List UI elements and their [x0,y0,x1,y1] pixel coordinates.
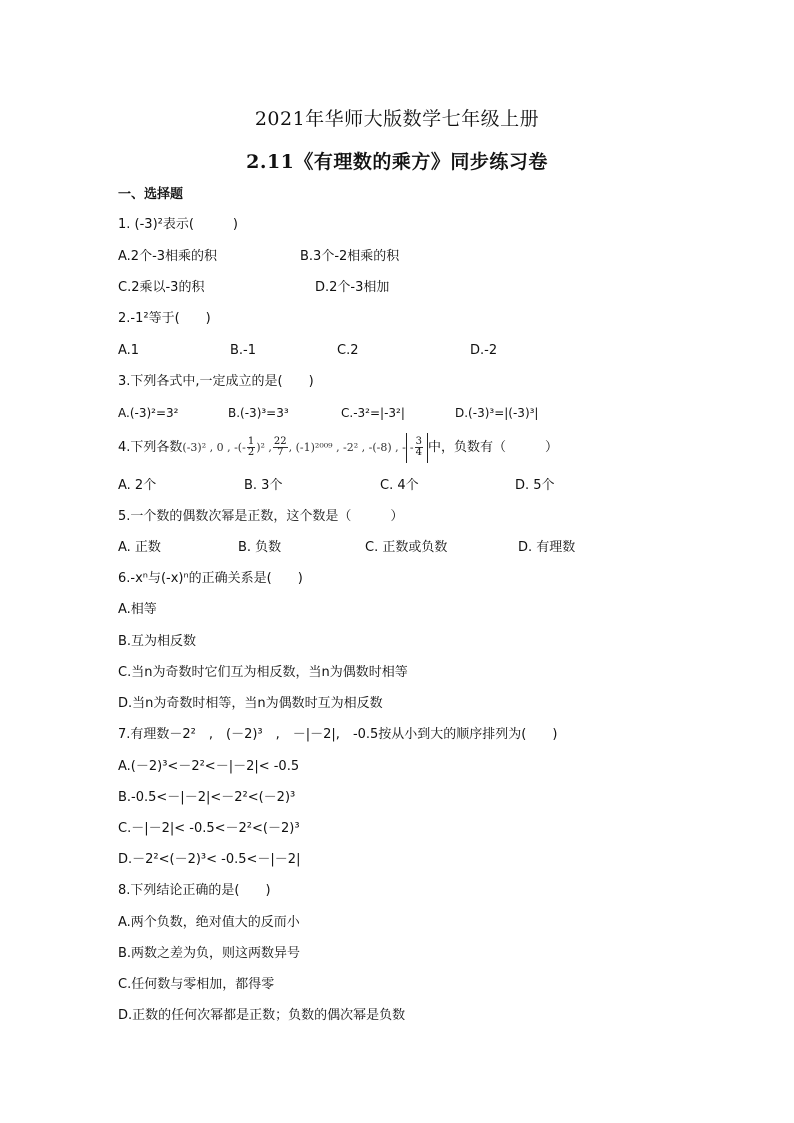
fraction-numerator: 3 [415,435,422,447]
question-3-option-b: B.(-3)³=3³ [228,406,289,420]
question-4-stem [118,432,558,464]
question-8-option-a: A.两个负数，绝对值大的反而小 [118,915,300,930]
question-5-option-c: C. 正数或负数 [365,540,448,555]
question-7-option-b: B.-0.5<－|－2|<－2²<(－2)³ [118,790,296,805]
minus-sign: - [409,440,414,454]
question-7-stem: 7.有理数－2² , (－2)³ , －|－2|, -0.5按从小到大的顺序排列为( ) [118,727,558,742]
question-4-option-d: D. 5个 [515,478,555,493]
fraction-numerator: 22 [273,436,287,447]
question-4-option-c: C. 4个 [380,478,419,493]
question-8-option-b: B.两数之差为负，则这两数异号 [118,946,301,961]
fraction-denominator: 2 [247,447,255,458]
question-1-option-d: D.2个-3相加 [315,280,390,295]
absolute-value-expression [406,433,428,463]
question-6-option-b: B.互为相反数 [118,634,197,649]
question-8-stem: 8.下列结论正确的是( ) [118,883,271,898]
question-6-option-a: A.相等 [118,602,157,617]
question-4-option-a: A. 2个 [118,478,157,493]
question-4-list-part2: )² , [256,441,272,454]
question-3-option-c: C.-3²=|-3²| [341,406,405,420]
question-4-suffix: 中，负数有（ ） [428,440,559,455]
document-title: 2021年华师大版数学七年级上册 [254,108,540,130]
question-2-option-c: C.2 [337,343,359,358]
fraction-denominator: 7 [277,447,284,458]
fraction-one-half [247,437,255,458]
question-3-option-a: A.(-3)²=3² [118,406,179,420]
question-4-option-b: B. 3个 [244,478,283,493]
question-1-option-b: B.3个-2相乘的积 [300,249,400,264]
question-2-option-b: B.-1 [230,343,257,358]
question-5-option-b: B. 负数 [238,540,282,555]
fraction-denominator: 4 [415,446,422,458]
question-5-stem: 5.一个数的偶数次幂是正数，这个数是（ ） [118,509,404,524]
question-1-option-c: C.2乘以-3的积 [118,280,205,295]
question-7-option-d: D.－2²<(－2)³< -0.5<－|－2| [118,852,301,867]
question-2-stem: 2.-1²等于( ) [118,311,211,326]
question-3-option-d: D.(-3)³=|(-3)³| [455,406,539,420]
question-4-prefix: 4.下列各数 [118,440,183,455]
question-1-stem: 1. (-3)²表示( ) [118,217,238,232]
fraction-numerator: 1 [247,436,255,447]
document-subtitle: 2.11《有理数的乘方》同步练习卷 [246,151,548,173]
question-6-option-d: D.当n为奇数时相等，当n为偶数时互为相反数 [118,696,383,711]
question-4-list-part1: (-3)² , 0 , -(- [182,441,246,454]
question-8-option-c: C.任何数与零相加，都得零 [118,977,275,992]
question-5-option-d: D. 有理数 [518,540,576,555]
question-3-stem: 3.下列各式中,一定成立的是( ) [118,374,314,389]
section-heading: 一、选择题 [118,187,184,202]
fraction-twenty-two-sevenths [273,437,288,458]
question-7-option-a: A.(－2)³<－2²<－|－2|< -0.5 [118,759,300,774]
question-4-list-part3: , (-1)²⁰⁰⁹ , -2² , -(-8) , - [288,441,406,454]
question-6-stem: 6.-xⁿ与(-x)ⁿ的正确关系是( ) [118,571,303,586]
question-8-option-d: D.正数的任何次幂都是正数；负数的偶次幂是负数 [118,1008,406,1023]
question-7-option-c: C.－|－2|< -0.5<－2²<(－2)³ [118,821,300,836]
question-5-option-a: A. 正数 [118,540,161,555]
question-6-option-c: C.当n为奇数时它们互为相反数，当n为偶数时相等 [118,665,408,680]
question-2-option-a: A.1 [118,343,140,358]
fraction-three-quarters [415,437,423,458]
question-1-option-a: A.2个-3相乘的积 [118,249,218,264]
question-2-option-d: D.-2 [470,343,498,358]
